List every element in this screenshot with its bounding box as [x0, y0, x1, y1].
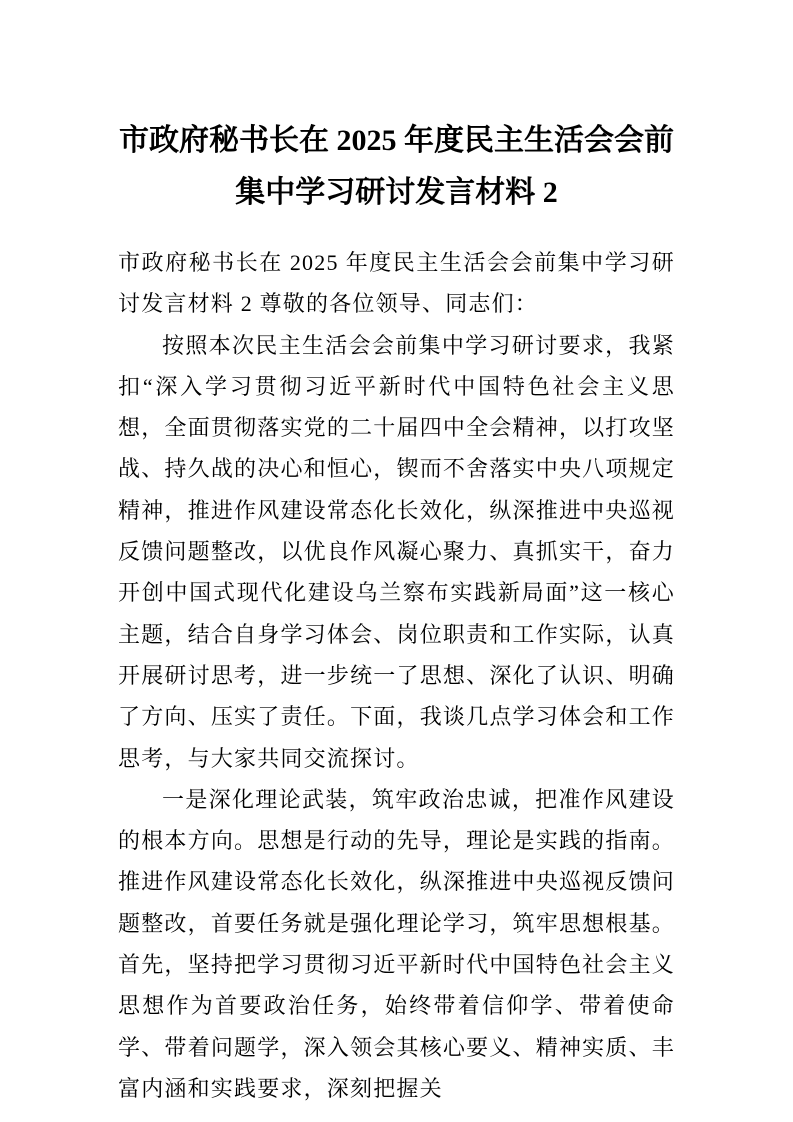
document-body	[118, 242, 675, 1109]
paragraph-salutation: 市政府秘书长在 2025 年度民主生活会会前集中学习研讨发言材料 2 尊敬的各位领导、同志们：	[118, 250, 675, 317]
document-title-line-1: 市政府秘书长在 2025 年度民主生活会会前	[119, 124, 674, 157]
document-title	[118, 115, 675, 219]
paragraph-point-one: 一是深化理论武装，筑牢政治忠诚，把准作风建设的根本方向。思想是行动的先导，理论是实践的指南。推进作风建设常态化长效化，纵深推进中央巡视反馈问题整改，首要任务就是强化理论学习，筑牢思想根基。首先，坚持把学习贯彻习近平新时代中国特色社会主义思想作为首要政治任务，始终带着信仰学、带着使命学、带着问题学，深入领会其核心要义、精神实质、丰富内涵和实践要求，深刻把握关	[118, 786, 675, 1101]
paragraph-introduction: 按照本次民主生活会会前集中学习研讨要求，我紧扣“深入学习贯彻习近平新时代中国特色社会主义思想，全面贯彻落实党的二十届四中全会精神，以打攻坚战、持久战的决心和恒心，锲而不舍落实中央八项规定精神，推进作风建设常态化长效化，纵深推进中央巡视反馈问题整改，以优良作风凝心聚力、真抓实干，奋力开创中国式现代化建设乌兰察布实践新局面”这一核心主题，结合自身学习体会、岗位职责和工作实际，认真开展研讨思考，进一步统一了思想、深化了认识、明确了方向、压实了责任。下面，我谈几点学习体会和工作思考，与大家共同交流探讨。	[118, 332, 675, 771]
document-title-line-2: 集中学习研讨发言材料 2	[235, 176, 558, 209]
